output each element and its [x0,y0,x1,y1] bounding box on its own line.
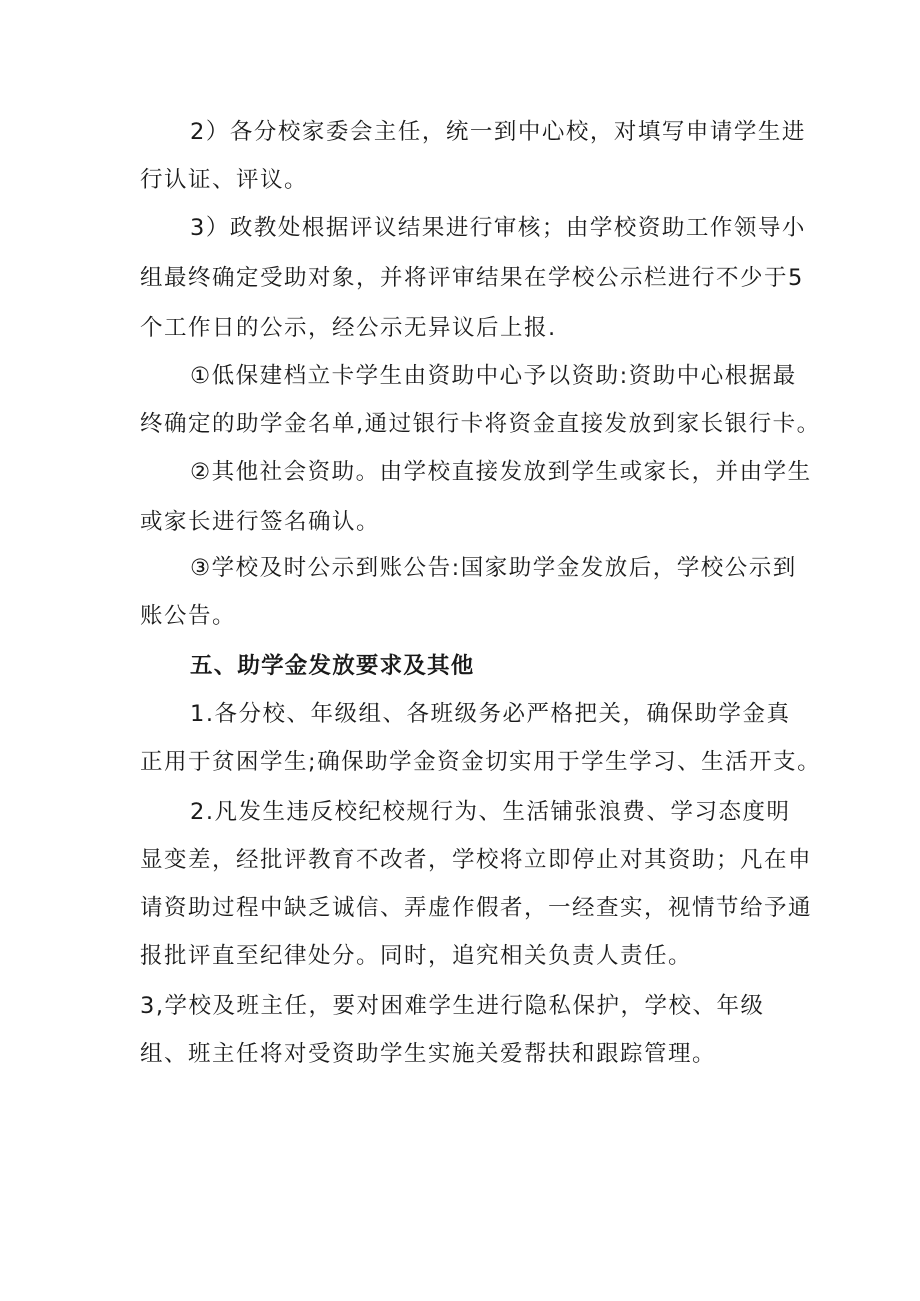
paragraph-line: 1.各分校、年级组、各班级务必严格把关，确保助学金真 [190,701,791,727]
paragraph-line: 2）各分校家委会主任，统一到中心校，对填写申请学生进 [190,119,806,145]
paragraph-line: 组、班主任将对受资助学生实施关爱帮扶和跟踪管理。 [140,1041,717,1067]
paragraph-line: 报批评直至纪律处分。同时，追究相关负责人责任。 [140,943,693,969]
paragraph-line: 终确定的助学金名单,通过银行卡将资金直接发放到家长银行卡。 [140,411,821,437]
paragraph-line: 或家长进行签名确认。 [140,509,381,535]
paragraph-line: 请资助过程中缺乏诚信、弄虚作假者，一经查实，视情节给予通 [140,895,813,921]
paragraph-line: 账公告。 [140,603,237,629]
paragraph-line: ①低保建档立卡学生由资助中心予以资助:资助中心根据最 [190,363,797,389]
paragraph-line: 3,学校及班主任，要对困难学生进行隐私保护，学校、年级 [140,993,765,1019]
section-heading: 五、助学金发放要求及其他 [190,653,475,679]
paragraph-line: ③学校及时公示到账公告:国家助学金发放后，学校公示到 [190,555,797,581]
paragraph-line: ②其他社会资助。由学校直接发放到学生或家长，并由学生 [190,459,812,485]
paragraph-line: 组最终确定受助对象，并将评审结果在学校公示栏进行不少于5 [140,265,804,291]
paragraph-line: 3）政教处根据评议结果进行审核；由学校资助工作领导小 [190,215,806,241]
paragraph-line: 2.凡发生违反校纪校规行为、生活铺张浪费、学习态度明 [190,799,791,825]
paragraph-line: 正用于贫困学生;确保助学金资金切实用于学生学习、生活开支。 [140,749,822,775]
paragraph-line: 行认证、评议。 [140,167,309,193]
paragraph-line: 个工作日的公示，经公示无异议后上报. [140,315,557,341]
paragraph-line: 显变差，经批评教育不改者，学校将立即停止对其资助；凡在申 [140,847,813,873]
